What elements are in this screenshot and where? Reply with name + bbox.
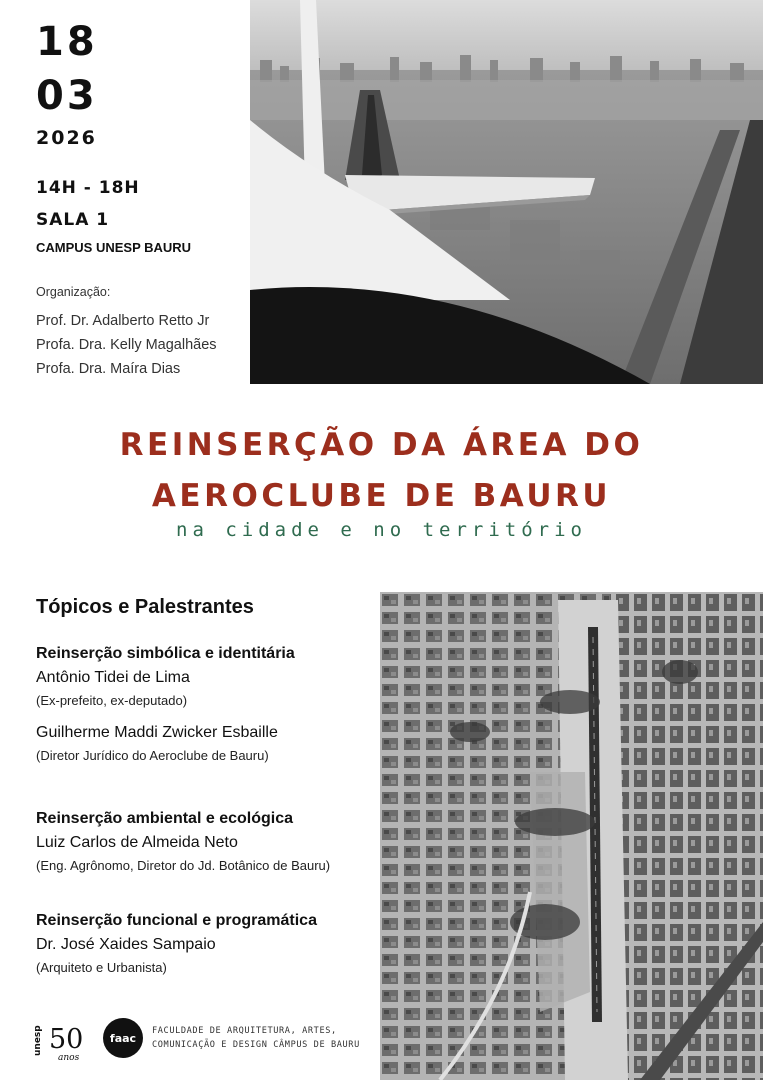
organizer-name: Prof. Dr. Adalberto Retto Jr — [36, 313, 210, 329]
topic-environmental — [36, 810, 330, 873]
title-line-1: REINSERÇÃO DA ÁREA DO — [119, 427, 644, 463]
speaker-role: (Eng. Agrônomo, Diretor do Jd. Botânico de Bauru) — [36, 858, 331, 873]
organizer-name: Profa. Dra. Kelly Magalhães — [36, 337, 217, 353]
speaker-name: Antônio Tidei de Lima — [36, 669, 190, 686]
topics-heading: Tópicos e Palestrantes — [36, 596, 254, 618]
topic-title: Reinserção simbólica e identitária — [36, 645, 295, 662]
faac-logo-text: faac — [109, 1032, 137, 1045]
event-room: SALA 1 — [36, 210, 110, 230]
speaker-role: (Diretor Jurídico do Aeroclube de Bauru) — [36, 748, 269, 763]
subtitle: na cidade e no território — [176, 519, 587, 541]
topic-title: Reinserção funcional e programática — [36, 912, 317, 929]
faculty-line-2: COMUNICAÇÃO E DESIGN CÂMPUS DE BAURU — [152, 1040, 360, 1050]
event-month: 03 — [36, 73, 98, 119]
organizer-list — [36, 309, 217, 381]
event-year: 2026 — [36, 127, 97, 149]
speaker-name: Dr. José Xaides Sampaio — [36, 936, 216, 953]
faac-logo — [102, 1017, 144, 1059]
speaker-name: Luiz Carlos de Almeida Neto — [36, 834, 238, 851]
speaker-name: Guilherme Maddi Zwicker Esbaille — [36, 724, 278, 741]
aerial-map-photo — [380, 592, 763, 1080]
title-line-2: AEROCLUBE DE BAURU — [151, 478, 612, 514]
unesp-50-anos-logo — [34, 1018, 96, 1062]
topic-symbolic — [36, 645, 295, 763]
topic-title: Reinserção ambiental e ecológica — [36, 810, 293, 827]
event-day: 18 — [36, 19, 98, 65]
speaker-role: (Ex-prefeito, ex-deputado) — [36, 693, 188, 708]
event-hours: 14H - 18H — [36, 178, 140, 198]
unesp-brand-text: unesp — [34, 1025, 43, 1056]
event-campus: CAMPUS UNESP BAURU — [36, 240, 192, 255]
airplane-view-photo — [250, 0, 763, 384]
faculty-line-1: FACULDADE DE ARQUITETURA, ARTES, — [152, 1026, 337, 1036]
faculty-name — [152, 1024, 360, 1052]
unesp-anniversary-number: 50 — [49, 1024, 84, 1055]
unesp-anniversary-word: anos — [58, 1053, 80, 1062]
organization-label: Organização: — [36, 285, 111, 299]
topic-functional — [36, 912, 317, 975]
speaker-role: (Arquiteto e Urbanista) — [36, 960, 167, 975]
organizer-name: Profa. Dra. Maíra Dias — [36, 361, 181, 377]
